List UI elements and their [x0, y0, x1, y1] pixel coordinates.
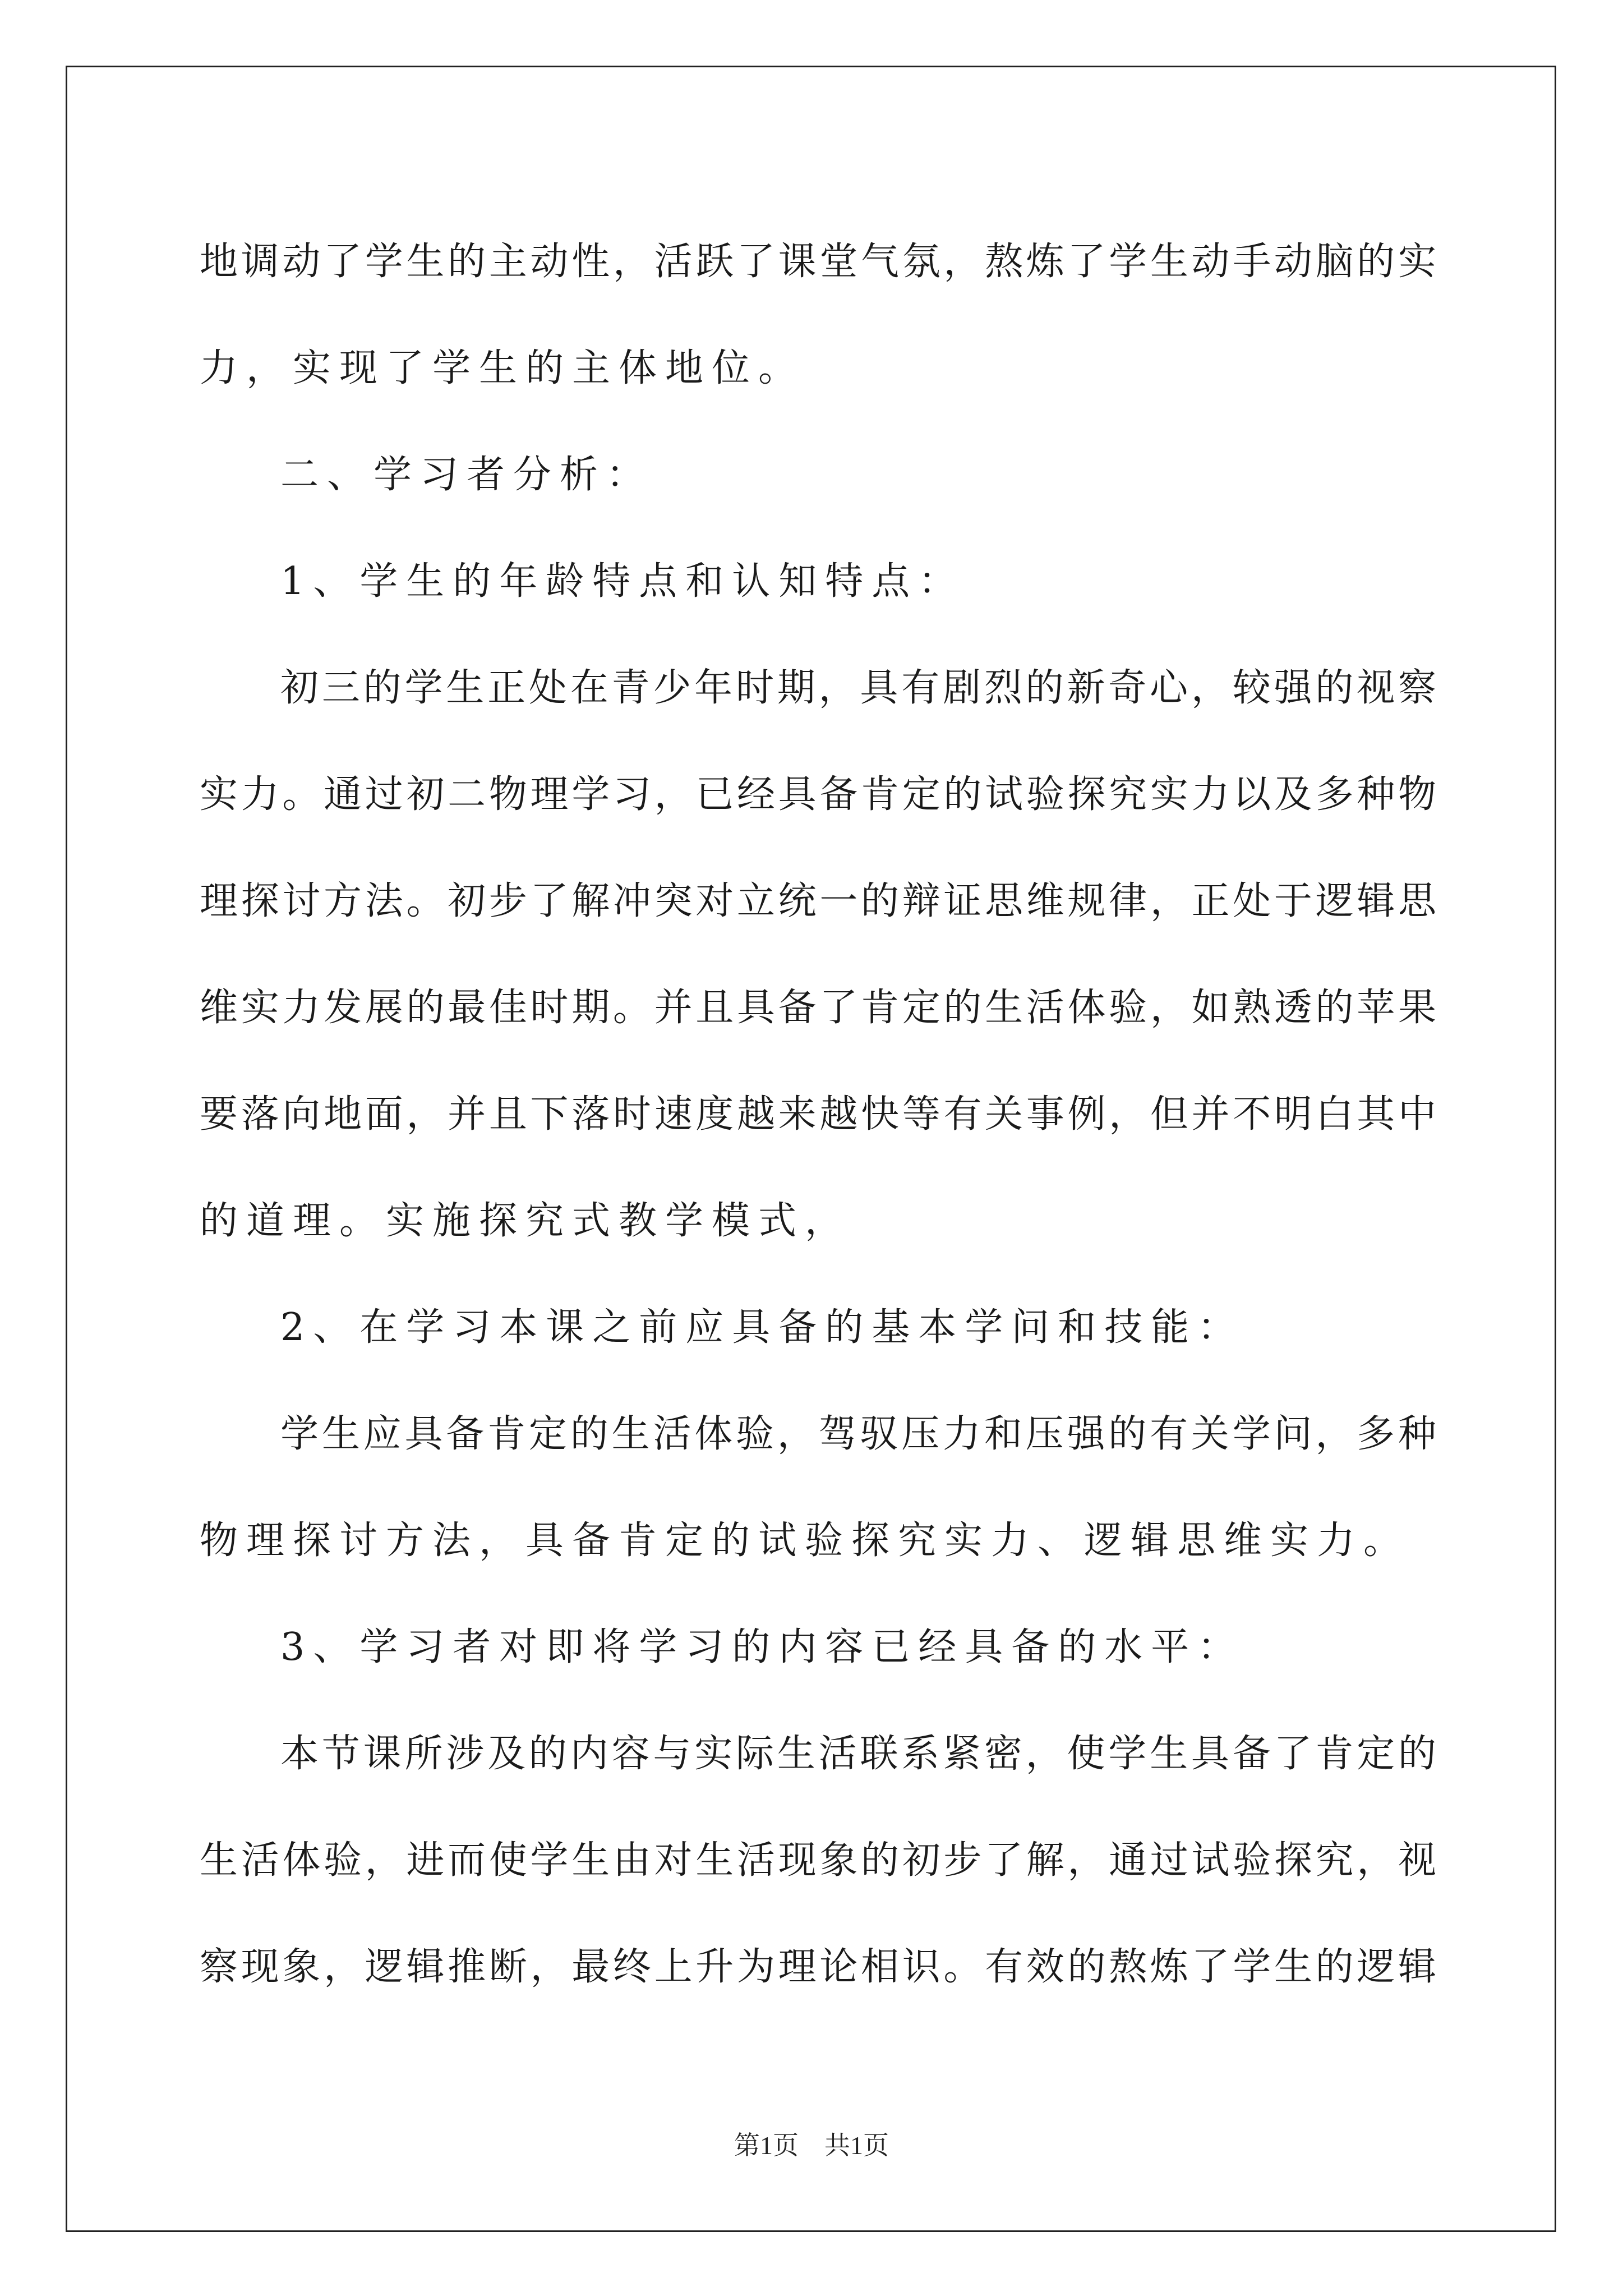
text-line-4: 1、学生的年龄特点和认知特点：: [280, 559, 965, 604]
text-line-3: 二、学习者分析：: [280, 453, 653, 497]
page-footer: [0, 2125, 1623, 2162]
text-line-8: 维实力发展的最佳时期。并且具备了肯定的生活体验，如熟透的苹果: [200, 986, 1436, 1030]
text-line-2: 力，实现了学生的主体地位。: [200, 346, 805, 390]
text-line-14: 3、学习者对即将学习的内容已经具备的水平：: [280, 1625, 1244, 1669]
text-line-11: 2、在学习本课之前应具备的基本学问和技能：: [280, 1305, 1244, 1350]
page-total: 共1页: [824, 2131, 889, 2160]
page-number: 第1页: [734, 2131, 799, 2160]
text-line-16: 生活体验，进而使学生由对生活现象的初步了解，通过试验探究，视: [200, 1838, 1436, 1883]
text-line-13: 物理探讨方法，具备肯定的试验探究实力、逻辑思维实力。: [200, 1519, 1410, 1563]
text-line-10: 的道理。实施探究式教学模式，: [200, 1199, 852, 1243]
text-line-1: 地调动了学生的主动性，活跃了课堂气氛，熬炼了学生动手动脑的实: [200, 240, 1436, 284]
text-line-17: 察现象，逻辑推断，最终上升为理论相识。有效的熬炼了学生的逻辑: [200, 1945, 1436, 1989]
document-body: [200, 209, 1436, 2021]
text-line-5: 初三的学生正处在青少年时期，具有剧烈的新奇心，较强的视察: [280, 666, 1436, 710]
text-line-12: 学生应具备肯定的生活体验，驾驭压力和压强的有关学问，多种: [280, 1412, 1436, 1456]
text-line-9: 要落向地面，并且下落时速度越来越快等有关事例，但并不明白其中: [200, 1092, 1436, 1137]
text-line-6: 实力。通过初二物理学习，已经具备肯定的试验探究实力以及多种物: [200, 772, 1436, 817]
text-line-15: 本节课所涉及的内容与实际生活联系紧密，使学生具备了肯定的: [280, 1732, 1436, 1776]
text-line-7: 理探讨方法。初步了解冲突对立统一的辩证思维规律，正处于逻辑思: [200, 879, 1436, 923]
